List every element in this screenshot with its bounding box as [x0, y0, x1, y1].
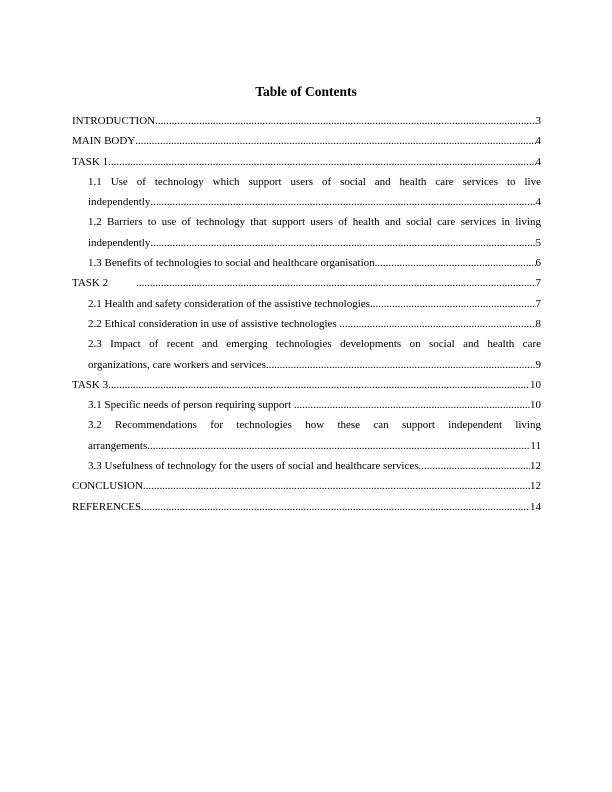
toc-entry-label: 1.2 Barriers to use of technology that support users of health and social care services in living: [88, 216, 541, 229]
dot-leader: [150, 192, 535, 212]
dot-leader: [339, 314, 535, 334]
dot-leader: [375, 253, 536, 273]
toc-page-number: 11: [530, 439, 541, 452]
dot-leader: [147, 436, 530, 456]
dot-leader: [108, 152, 535, 172]
toc-entry-label: REFERENCES: [72, 500, 142, 513]
toc-entry-references[interactable]: [72, 497, 541, 517]
toc-entry-label: MAIN BODY: [72, 135, 136, 148]
toc-title: Table of Contents: [255, 84, 357, 99]
toc-entry-label-continued: arrangements: [88, 439, 148, 452]
dot-leader: [141, 497, 530, 517]
dot-leader: [150, 233, 535, 253]
toc-entry-label-continued: independently: [88, 196, 151, 209]
dot-leader: [136, 273, 535, 293]
toc-entry-label-continued: organizations, care workers and services: [88, 358, 266, 371]
toc-entry-2-1[interactable]: [72, 294, 541, 314]
dot-leader: [135, 131, 535, 151]
dot-leader: [108, 375, 530, 395]
toc-entry-label: INTRODUCTION: [72, 115, 156, 127]
toc-entry-1-2[interactable]: [72, 212, 541, 253]
toc-entry-label: TASK 3: [72, 378, 109, 391]
dot-leader: [143, 476, 530, 496]
toc-page-number: 6: [535, 257, 541, 270]
toc-page-number: 10: [530, 399, 541, 412]
toc-entry-3-1[interactable]: [72, 395, 541, 415]
toc-page-number: 12: [530, 480, 541, 493]
toc-entry-task-1[interactable]: [72, 152, 541, 172]
toc-page-number: 4: [535, 135, 541, 148]
toc-page-number: 12: [530, 460, 541, 473]
toc-entry-introduction[interactable]: [72, 111, 541, 131]
toc-entry-task-2[interactable]: [72, 273, 541, 293]
toc-entry-3-2[interactable]: [72, 415, 541, 456]
toc-entry-2-2[interactable]: [72, 314, 541, 334]
toc-entry-label: 3.3 Usefulness of technology for the users of social and healthcare services: [88, 460, 419, 473]
toc-page-number: 4: [535, 155, 541, 168]
toc-entry-label: 1.3 Benefits of technologies to social and healthcare organisation: [88, 257, 375, 270]
toc-page-number: 7: [535, 297, 541, 310]
toc-entry-label: TASK 1: [72, 155, 109, 168]
toc-entry-label: 1.1 Use of technology which support users of social and health care services to live: [88, 175, 541, 188]
toc-page-number: 9: [535, 358, 541, 371]
toc-entry-label: 2.3 Impact of recent and emerging technologies developments on social and health care: [88, 338, 541, 351]
toc-entry-label: TASK 2: [72, 277, 109, 290]
dot-leader: [294, 395, 530, 415]
toc-entry-label: 2.2 Ethical consideration in use of assistive technologies: [88, 317, 340, 330]
toc-entry-label: 3.2 Recommendations for technologies how these can support independent living: [88, 419, 541, 432]
toc-entry-3-3[interactable]: [72, 456, 541, 476]
toc-entry-label: 2.1 Health and safety consideration of the assistive technologies: [88, 297, 370, 310]
toc-entry-task-3[interactable]: [72, 375, 541, 395]
dot-leader: [419, 456, 531, 476]
toc-page-number: 7: [535, 277, 541, 290]
toc-entry-2-3[interactable]: [72, 334, 541, 375]
table-of-contents: [72, 111, 541, 517]
toc-entry-main-body[interactable]: [72, 131, 541, 151]
toc-entry-label-continued: independently: [88, 236, 151, 249]
toc-page-number: 3: [535, 115, 541, 127]
toc-entry-label: CONCLUSION: [72, 480, 143, 493]
toc-page-number: 4: [535, 196, 541, 209]
toc-entry-label: 3.1 Specific needs of person requiring support: [88, 399, 294, 412]
dot-leader: [155, 111, 535, 131]
toc-page-number: 14: [530, 500, 541, 513]
toc-page-number: 8: [535, 317, 541, 330]
toc-entry-conclusion[interactable]: [72, 476, 541, 496]
toc-page-number: 5: [535, 236, 541, 249]
toc-entry-1-1[interactable]: [72, 172, 541, 213]
toc-page-number: 10: [530, 378, 541, 391]
dot-leader: [266, 355, 536, 375]
toc-entry-1-3[interactable]: [72, 253, 541, 273]
dot-leader: [370, 294, 536, 314]
